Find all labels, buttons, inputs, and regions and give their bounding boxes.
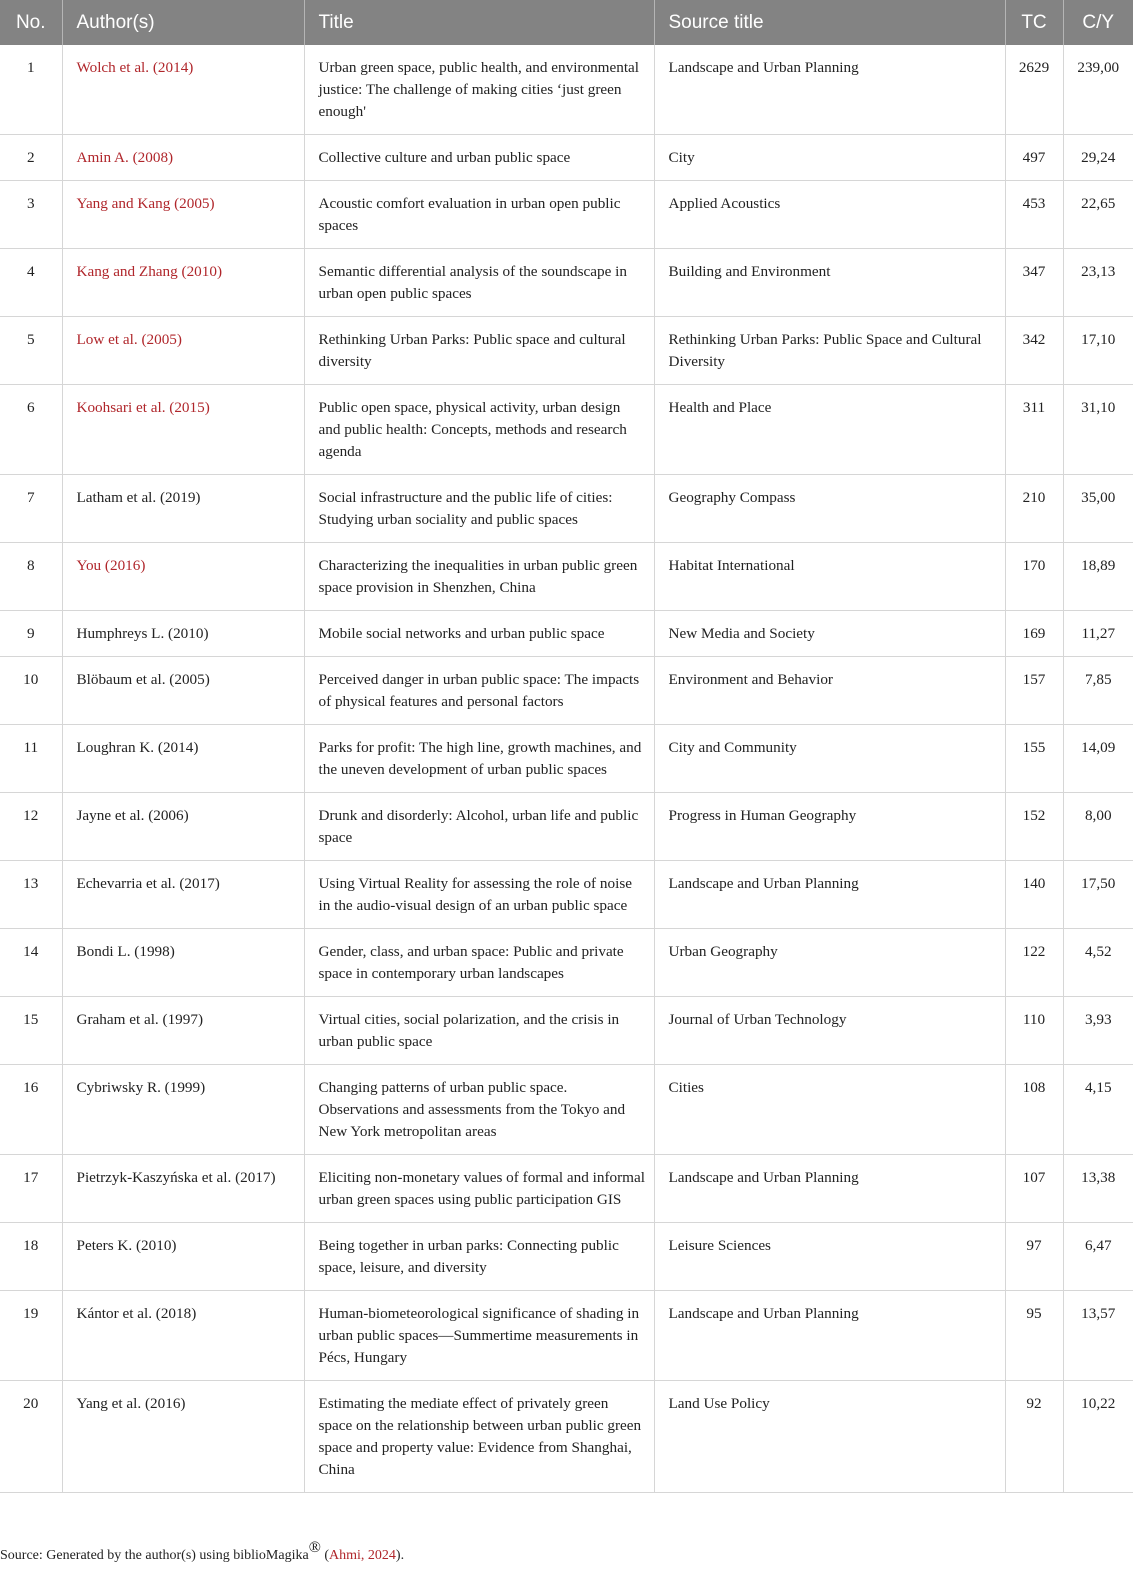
cell-author: Cybriwsky R. (1999) <box>62 1065 304 1155</box>
cell-source-title: Land Use Policy <box>654 1381 1005 1493</box>
cell-tc: 169 <box>1005 611 1063 657</box>
cell-title: Public open space, physical activity, urban design and public health: Concepts, methods and research agenda <box>304 385 654 475</box>
table-row <box>0 249 1133 317</box>
table-row <box>0 861 1133 929</box>
header-cy: C/Y <box>1063 0 1133 45</box>
cell-tc: 97 <box>1005 1223 1063 1291</box>
cell-author: Bondi L. (1998) <box>62 929 304 997</box>
table-row <box>0 385 1133 475</box>
cell-no: 13 <box>0 861 62 929</box>
cell-cy: 17,10 <box>1063 317 1133 385</box>
table-row <box>0 611 1133 657</box>
cell-cy: 239,00 <box>1063 45 1133 135</box>
cell-title: Collective culture and urban public space <box>304 135 654 181</box>
cell-author: Yang et al. (2016) <box>62 1381 304 1493</box>
cell-cy: 11,27 <box>1063 611 1133 657</box>
cell-no: 3 <box>0 181 62 249</box>
cell-no: 15 <box>0 997 62 1065</box>
cell-tc: 110 <box>1005 997 1063 1065</box>
table-body <box>0 45 1133 1493</box>
cell-source-title: Leisure Sciences <box>654 1223 1005 1291</box>
table-row <box>0 181 1133 249</box>
cell-cy: 22,65 <box>1063 181 1133 249</box>
cell-no: 5 <box>0 317 62 385</box>
cell-tc: 108 <box>1005 1065 1063 1155</box>
cell-source-title: City <box>654 135 1005 181</box>
header-tc: TC <box>1005 0 1063 45</box>
cell-source-title: Geography Compass <box>654 475 1005 543</box>
cell-source-title: Urban Geography <box>654 929 1005 997</box>
author-citation-link[interactable]: Wolch et al. (2014) <box>76 59 194 76</box>
cell-cy: 4,15 <box>1063 1065 1133 1155</box>
cell-cy: 17,50 <box>1063 861 1133 929</box>
cell-source-title: City and Community <box>654 725 1005 793</box>
cell-title: Using Virtual Reality for assessing the role of noise in the audio-visual design of an urban public space <box>304 861 654 929</box>
cell-author: Kántor et al. (2018) <box>62 1291 304 1381</box>
cell-title: Rethinking Urban Parks: Public space and cultural diversity <box>304 317 654 385</box>
cell-source-title: Landscape and Urban Planning <box>654 1291 1005 1381</box>
cell-title: Estimating the mediate effect of privately green space on the relationship between urban public green space and property value: Evidence from Shanghai, China <box>304 1381 654 1493</box>
cell-title: Mobile social networks and urban public space <box>304 611 654 657</box>
cell-tc: 453 <box>1005 181 1063 249</box>
cell-tc: 152 <box>1005 793 1063 861</box>
author-citation-link[interactable]: Yang and Kang (2005) <box>76 195 215 212</box>
table-row <box>0 657 1133 725</box>
cell-title: Changing patterns of urban public space. Observations and assessments from the Tokyo and New York metropolitan areas <box>304 1065 654 1155</box>
table-row <box>0 1155 1133 1223</box>
table-row <box>0 929 1133 997</box>
table-header-row <box>0 0 1133 45</box>
cell-title: Virtual cities, social polarization, and the crisis in urban public space <box>304 997 654 1065</box>
footnote-close: ). <box>395 1548 405 1563</box>
cell-tc: 95 <box>1005 1291 1063 1381</box>
cell-tc: 140 <box>1005 861 1063 929</box>
cell-author <box>62 45 304 135</box>
cell-no: 1 <box>0 45 62 135</box>
cell-author: Blöbaum et al. (2005) <box>62 657 304 725</box>
cell-tc: 157 <box>1005 657 1063 725</box>
cell-author <box>62 317 304 385</box>
cell-cy: 8,00 <box>1063 793 1133 861</box>
cell-no: 7 <box>0 475 62 543</box>
header-source-title: Source title <box>654 0 1005 45</box>
cell-title: Urban green space, public health, and environmental justice: The challenge of making cities ‘just green enough' <box>304 45 654 135</box>
registered-mark: ® <box>308 1539 321 1556</box>
table-row <box>0 543 1133 611</box>
table-source-footnote <box>0 1539 405 1564</box>
cell-source-title: Landscape and Urban Planning <box>654 861 1005 929</box>
cell-author: Humphreys L. (2010) <box>62 611 304 657</box>
author-citation-link[interactable]: You (2016) <box>76 557 146 574</box>
table-row <box>0 135 1133 181</box>
cell-title: Perceived danger in urban public space: The impacts of physical features and personal factors <box>304 657 654 725</box>
cell-title: Gender, class, and urban space: Public and private space in contemporary urban landscapes <box>304 929 654 997</box>
cell-author <box>62 135 304 181</box>
cell-title: Drunk and disorderly: Alcohol, urban life and public space <box>304 793 654 861</box>
cell-no: 9 <box>0 611 62 657</box>
cell-title: Acoustic comfort evaluation in urban open public spaces <box>304 181 654 249</box>
cell-no: 11 <box>0 725 62 793</box>
cell-title: Being together in urban parks: Connecting public space, leisure, and diversity <box>304 1223 654 1291</box>
cell-author: Loughran K. (2014) <box>62 725 304 793</box>
cell-tc: 2629 <box>1005 45 1063 135</box>
cell-cy: 4,52 <box>1063 929 1133 997</box>
cell-cy: 18,89 <box>1063 543 1133 611</box>
cell-tc: 210 <box>1005 475 1063 543</box>
table-row <box>0 1291 1133 1381</box>
author-citation-link[interactable]: Koohsari et al. (2015) <box>76 399 210 416</box>
header-authors: Author(s) <box>62 0 304 45</box>
cell-source-title: Cities <box>654 1065 1005 1155</box>
header-title: Title <box>304 0 654 45</box>
cell-author <box>62 181 304 249</box>
cell-title: Eliciting non-monetary values of formal and informal urban green spaces using public participation GIS <box>304 1155 654 1223</box>
cell-tc: 497 <box>1005 135 1063 181</box>
table-row <box>0 997 1133 1065</box>
table-row <box>0 793 1133 861</box>
cell-no: 17 <box>0 1155 62 1223</box>
cell-title: Social infrastructure and the public life of cities: Studying urban sociality and public spaces <box>304 475 654 543</box>
cell-no: 14 <box>0 929 62 997</box>
cell-cy: 31,10 <box>1063 385 1133 475</box>
cell-cy: 13,38 <box>1063 1155 1133 1223</box>
cell-tc: 155 <box>1005 725 1063 793</box>
cell-source-title: Landscape and Urban Planning <box>654 45 1005 135</box>
cell-cy: 29,24 <box>1063 135 1133 181</box>
cell-cy: 23,13 <box>1063 249 1133 317</box>
cell-cy: 3,93 <box>1063 997 1133 1065</box>
footnote-text: Source: Generated by the author(s) using biblioMagika <box>0 1548 309 1563</box>
cell-source-title: Journal of Urban Technology <box>654 997 1005 1065</box>
cell-author <box>62 543 304 611</box>
cell-source-title: Health and Place <box>654 385 1005 475</box>
cell-tc: 170 <box>1005 543 1063 611</box>
cell-title: Human-biometeorological significance of shading in urban public spaces—Summertime measurements in Pécs, Hungary <box>304 1291 654 1381</box>
cell-cy: 6,47 <box>1063 1223 1133 1291</box>
cell-no: 19 <box>0 1291 62 1381</box>
table-row <box>0 1381 1133 1493</box>
cell-cy: 13,57 <box>1063 1291 1133 1381</box>
cell-source-title: Landscape and Urban Planning <box>654 1155 1005 1223</box>
cell-author: Jayne et al. (2006) <box>62 793 304 861</box>
cell-author: Latham et al. (2019) <box>62 475 304 543</box>
cell-cy: 35,00 <box>1063 475 1133 543</box>
header-no: No. <box>0 0 62 45</box>
cell-author <box>62 249 304 317</box>
table-row <box>0 1065 1133 1155</box>
cell-no: 12 <box>0 793 62 861</box>
cell-author: Graham et al. (1997) <box>62 997 304 1065</box>
author-citation-link[interactable]: Low et al. (2005) <box>76 331 182 348</box>
cell-no: 10 <box>0 657 62 725</box>
author-citation-link[interactable]: Kang and Zhang (2010) <box>76 263 223 280</box>
cell-tc: 311 <box>1005 385 1063 475</box>
table-row <box>0 475 1133 543</box>
cell-source-title: Rethinking Urban Parks: Public Space and Cultural Diversity <box>654 317 1005 385</box>
cell-no: 16 <box>0 1065 62 1155</box>
cell-cy: 14,09 <box>1063 725 1133 793</box>
cell-tc: 347 <box>1005 249 1063 317</box>
cell-source-title: Building and Environment <box>654 249 1005 317</box>
table-row <box>0 317 1133 385</box>
table-row <box>0 1223 1133 1291</box>
cell-source-title: Progress in Human Geography <box>654 793 1005 861</box>
cell-source-title: New Media and Society <box>654 611 1005 657</box>
cell-tc: 92 <box>1005 1381 1063 1493</box>
cell-title: Parks for profit: The high line, growth machines, and the uneven development of urban public spaces <box>304 725 654 793</box>
cell-tc: 107 <box>1005 1155 1063 1223</box>
author-citation-link[interactable]: Amin A. (2008) <box>76 149 174 166</box>
cell-no: 8 <box>0 543 62 611</box>
cell-source-title: Habitat International <box>654 543 1005 611</box>
cell-cy: 7,85 <box>1063 657 1133 725</box>
cell-title: Semantic differential analysis of the soundscape in urban open public spaces <box>304 249 654 317</box>
cell-title: Characterizing the inequalities in urban public green space provision in Shenzhen, China <box>304 543 654 611</box>
footnote-citation-link[interactable]: Ahmi, 2024 <box>329 1548 396 1563</box>
cell-author: Echevarria et al. (2017) <box>62 861 304 929</box>
table-row <box>0 45 1133 135</box>
footnote-open: ( <box>320 1548 330 1563</box>
cell-no: 18 <box>0 1223 62 1291</box>
cell-author <box>62 385 304 475</box>
cell-cy: 10,22 <box>1063 1381 1133 1493</box>
cell-no: 20 <box>0 1381 62 1493</box>
cell-author: Peters K. (2010) <box>62 1223 304 1291</box>
cell-no: 6 <box>0 385 62 475</box>
table-row <box>0 725 1133 793</box>
cell-author: Pietrzyk-Kaszyńska et al. (2017) <box>62 1155 304 1223</box>
cell-source-title: Environment and Behavior <box>654 657 1005 725</box>
cell-tc: 342 <box>1005 317 1063 385</box>
cell-no: 4 <box>0 249 62 317</box>
cell-source-title: Applied Acoustics <box>654 181 1005 249</box>
cell-no: 2 <box>0 135 62 181</box>
cell-tc: 122 <box>1005 929 1063 997</box>
